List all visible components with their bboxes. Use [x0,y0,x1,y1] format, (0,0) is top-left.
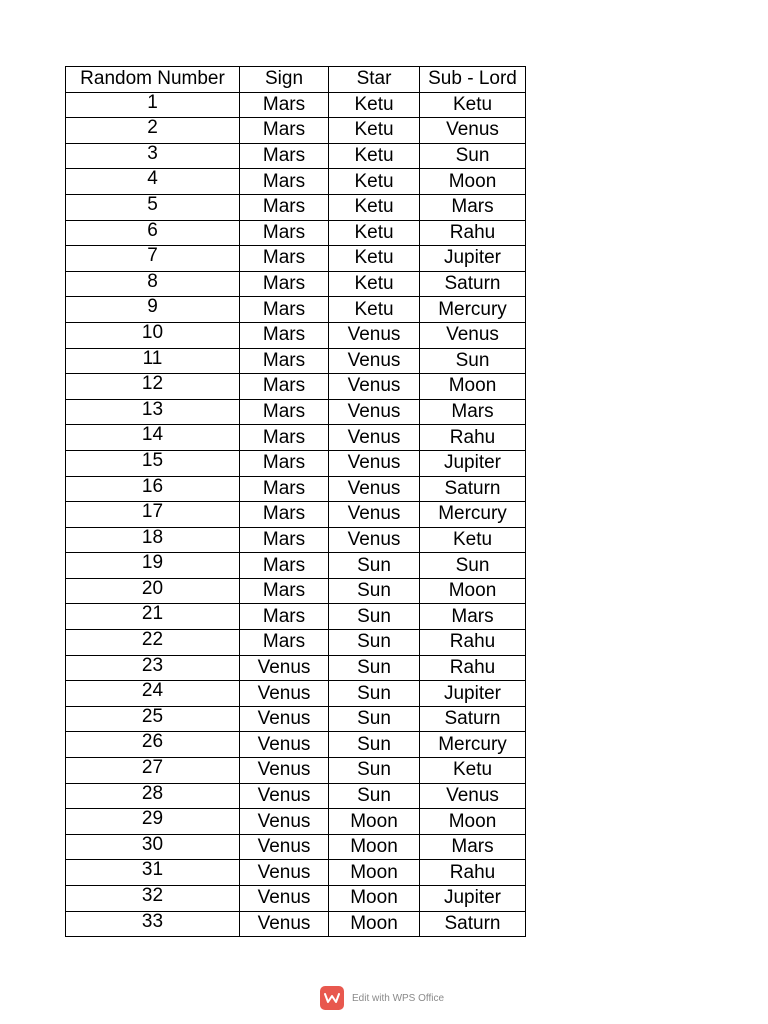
random-number-cell: 7 [66,246,240,272]
sign-cell: Mars [240,578,329,604]
sign-cell: Venus [240,732,329,758]
sub-lord-cell: Sun [420,348,526,374]
sub-lord-cell: Saturn [420,271,526,297]
sign-cell: Mars [240,502,329,528]
star-cell: Ketu [329,220,420,246]
random-number-cell: 5 [66,194,240,220]
star-cell: Sun [329,732,420,758]
sub-lord-cell: Moon [420,374,526,400]
star-cell: Venus [329,322,420,348]
header-star: Star [329,67,420,93]
star-cell: Moon [329,834,420,860]
table-row [66,322,526,348]
sign-cell: Mars [240,374,329,400]
table-row [66,92,526,118]
header-random-number: Random Number [66,67,240,93]
sign-cell: Venus [240,809,329,835]
sign-cell: Mars [240,322,329,348]
table-row [66,476,526,502]
random-number-cell: 11 [66,348,240,374]
star-cell: Ketu [329,194,420,220]
sign-cell: Mars [240,194,329,220]
star-cell: Ketu [329,246,420,272]
sub-lord-cell: Jupiter [420,450,526,476]
wps-footer[interactable] [320,986,444,1010]
sign-cell: Mars [240,92,329,118]
sub-lord-cell: Sun [420,553,526,579]
sign-cell: Mars [240,246,329,272]
sub-lord-cell: Moon [420,169,526,195]
table-row [66,553,526,579]
sub-lord-cell: Mars [420,834,526,860]
random-number-cell: 26 [66,732,240,758]
sign-cell: Venus [240,834,329,860]
sub-lord-cell: Jupiter [420,886,526,912]
sub-lord-cell: Rahu [420,860,526,886]
star-cell: Ketu [329,297,420,323]
table-row [66,220,526,246]
table-row [66,194,526,220]
star-cell: Venus [329,374,420,400]
sign-cell: Venus [240,886,329,912]
random-number-cell: 20 [66,578,240,604]
table-row [66,783,526,809]
star-cell: Sun [329,758,420,784]
wps-office-icon [320,986,344,1010]
star-cell: Venus [329,348,420,374]
star-cell: Sun [329,706,420,732]
header-sign: Sign [240,67,329,93]
sub-lord-cell: Rahu [420,630,526,656]
sub-lord-cell: Mars [420,604,526,630]
random-number-cell: 30 [66,834,240,860]
table-row [66,143,526,169]
table-row [66,297,526,323]
star-cell: Venus [329,527,420,553]
sign-cell: Venus [240,655,329,681]
star-cell: Sun [329,655,420,681]
random-number-cell: 31 [66,860,240,886]
star-cell: Ketu [329,118,420,144]
star-cell: Venus [329,425,420,451]
random-number-cell: 9 [66,297,240,323]
table-header-row [66,67,526,93]
sub-lord-cell: Mars [420,399,526,425]
header-sub-lord: Sub - Lord [420,67,526,93]
sub-lord-cell: Jupiter [420,681,526,707]
random-number-cell: 16 [66,476,240,502]
table-body [66,92,526,937]
sub-lord-cell: Moon [420,578,526,604]
random-number-cell: 18 [66,527,240,553]
sub-lord-cell: Mercury [420,297,526,323]
table-row [66,374,526,400]
sign-cell: Mars [240,553,329,579]
random-number-cell: 27 [66,758,240,784]
sub-lord-cell: Mercury [420,502,526,528]
sign-cell: Mars [240,527,329,553]
sign-cell: Mars [240,297,329,323]
random-number-cell: 2 [66,118,240,144]
random-number-cell: 4 [66,169,240,195]
sign-cell: Venus [240,911,329,937]
sign-cell: Venus [240,860,329,886]
star-cell: Sun [329,783,420,809]
sub-lord-cell: Jupiter [420,246,526,272]
kp-table [65,66,526,937]
star-cell: Sun [329,578,420,604]
table-row [66,348,526,374]
random-number-cell: 3 [66,143,240,169]
sign-cell: Mars [240,169,329,195]
sign-cell: Mars [240,348,329,374]
star-cell: Sun [329,604,420,630]
sub-lord-cell: Sun [420,143,526,169]
star-cell: Venus [329,502,420,528]
sign-cell: Mars [240,271,329,297]
star-cell: Moon [329,860,420,886]
random-number-cell: 17 [66,502,240,528]
sub-lord-cell: Moon [420,809,526,835]
random-number-cell: 29 [66,809,240,835]
sign-cell: Mars [240,604,329,630]
random-number-cell: 1 [66,92,240,118]
table-row [66,271,526,297]
random-number-cell: 19 [66,553,240,579]
table-row [66,886,526,912]
sub-lord-cell: Saturn [420,706,526,732]
star-cell: Moon [329,809,420,835]
table-row [66,911,526,937]
table-row [66,681,526,707]
table-row [66,425,526,451]
sub-lord-cell: Saturn [420,911,526,937]
star-cell: Sun [329,553,420,579]
sub-lord-cell: Venus [420,322,526,348]
random-number-cell: 25 [66,706,240,732]
sub-lord-cell: Venus [420,118,526,144]
star-cell: Venus [329,399,420,425]
random-number-cell: 22 [66,630,240,656]
random-number-cell: 8 [66,271,240,297]
table-row [66,502,526,528]
star-cell: Ketu [329,143,420,169]
table-row [66,399,526,425]
sign-cell: Mars [240,630,329,656]
random-number-cell: 14 [66,425,240,451]
sub-lord-cell: Rahu [420,220,526,246]
star-cell: Ketu [329,271,420,297]
random-number-cell: 15 [66,450,240,476]
random-number-cell: 28 [66,783,240,809]
star-cell: Venus [329,476,420,502]
table-row [66,169,526,195]
random-number-cell: 6 [66,220,240,246]
sign-cell: Venus [240,681,329,707]
table-row [66,246,526,272]
sub-lord-cell: Venus [420,783,526,809]
table-row [66,450,526,476]
sign-cell: Mars [240,476,329,502]
table-row [66,604,526,630]
table-row [66,118,526,144]
sub-lord-cell: Mercury [420,732,526,758]
sub-lord-cell: Saturn [420,476,526,502]
table-row [66,630,526,656]
star-cell: Moon [329,911,420,937]
sign-cell: Mars [240,425,329,451]
sub-lord-cell: Ketu [420,758,526,784]
star-cell: Venus [329,450,420,476]
star-cell: Ketu [329,169,420,195]
star-cell: Sun [329,681,420,707]
table-row [66,860,526,886]
random-number-cell: 23 [66,655,240,681]
random-number-cell: 10 [66,322,240,348]
random-number-cell: 32 [66,886,240,912]
sign-cell: Mars [240,399,329,425]
sub-lord-cell: Rahu [420,425,526,451]
random-number-cell: 13 [66,399,240,425]
sign-cell: Mars [240,220,329,246]
sub-lord-cell: Rahu [420,655,526,681]
star-cell: Ketu [329,92,420,118]
table-row [66,578,526,604]
random-number-cell: 33 [66,911,240,937]
table-row [66,834,526,860]
table-row [66,758,526,784]
sign-cell: Venus [240,783,329,809]
star-cell: Moon [329,886,420,912]
sign-cell: Mars [240,118,329,144]
table-row [66,706,526,732]
sub-lord-cell: Ketu [420,527,526,553]
star-cell: Sun [329,630,420,656]
table-row [66,527,526,553]
random-number-cell: 21 [66,604,240,630]
sub-lord-cell: Ketu [420,92,526,118]
random-number-cell: 24 [66,681,240,707]
sign-cell: Mars [240,450,329,476]
sub-lord-cell: Mars [420,194,526,220]
random-number-cell: 12 [66,374,240,400]
table-row [66,809,526,835]
sign-cell: Mars [240,143,329,169]
sign-cell: Venus [240,706,329,732]
table-row [66,655,526,681]
footer-text: Edit with WPS Office [352,992,445,1004]
table-row [66,732,526,758]
sign-cell: Venus [240,758,329,784]
